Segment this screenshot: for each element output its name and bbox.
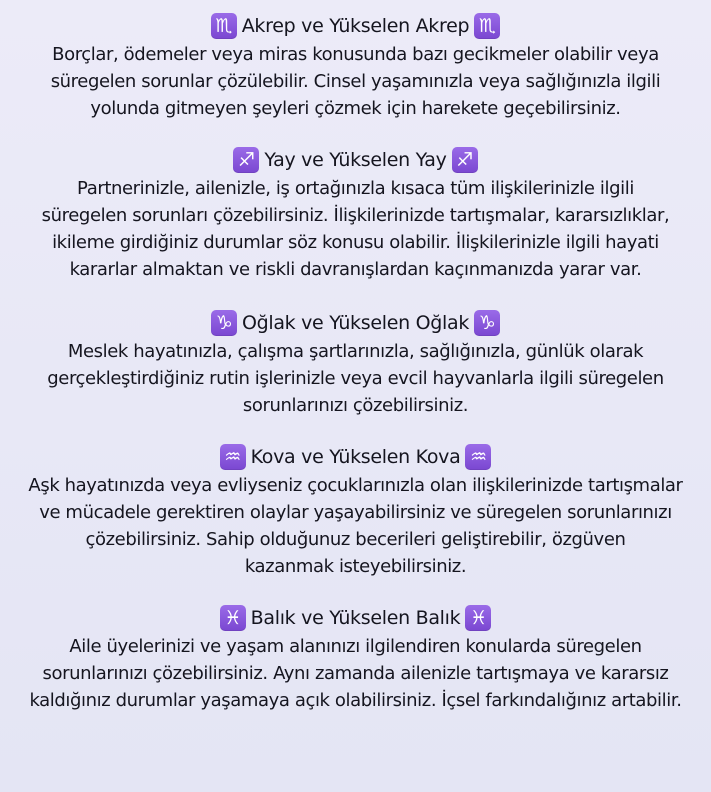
sagittarius-icon: ♐	[233, 147, 259, 173]
paragraph-line: kazanmak isteyebilirsiniz.	[244, 556, 467, 577]
capricorn-icon: ♑	[474, 310, 500, 336]
scorpio-icon: ♏	[474, 13, 500, 39]
paragraph-line: sorunlarınızı çözebilirsiniz.	[242, 395, 469, 416]
section-title: Oğlak ve Yükselen Oğlak	[241, 312, 470, 334]
paragraph-line: kararlar almaktan ve riskli davranışlardan kaçınmanızda yarar var.	[69, 259, 642, 280]
section-heading	[0, 442, 711, 472]
section-title: Akrep ve Yükselen Akrep	[241, 15, 470, 37]
section-title: Yay ve Yükselen Yay	[264, 149, 447, 171]
pisces-icon: ♓	[220, 605, 246, 631]
paragraph-line: gerçekleştirdiğiniz rutin işlerinizle veya evcil hayvanlarla ilgili süregelen	[47, 368, 664, 389]
section-oglak	[0, 308, 711, 419]
paragraph-line: kaldığınız durumlar yaşamaya açık olabilirsiniz. İçsel farkındalığınız artabilir.	[29, 690, 682, 711]
paragraph-line: Meslek hayatınızla, çalışma şartlarınızla, sağlığınızla, günlük olarak	[67, 341, 644, 362]
section-title: Balık ve Yükselen Balık	[250, 607, 461, 629]
paragraph-line: yolunda gitmeyen şeyleri çözmek için harekete geçebilirsiniz.	[90, 98, 621, 119]
section-heading	[0, 308, 711, 338]
paragraph-line: ve mücadele gerektiren olaylar yaşayabilirsiniz ve süregelen sorunlarınızı	[39, 502, 672, 523]
paragraph-line: Partnerinizle, ailenizle, iş ortağınızla kısaca tüm ilişkilerinizle ilgili	[77, 178, 634, 199]
section-heading	[0, 603, 711, 633]
section-spacer	[0, 283, 711, 308]
section-heading	[0, 11, 711, 41]
paragraph-line: sorunlarınızı çözebilirsiniz. Aynı zamanda ailenizle tartışmaya ve kararsız	[42, 663, 669, 684]
aquarius-icon: ♒	[465, 444, 491, 470]
aquarius-icon: ♒	[220, 444, 246, 470]
section-akrep	[0, 11, 711, 122]
paragraph-line: süregelen sorunları çözebilirsiniz. İlişkilerinizde tartışmalar, kararsızlıklar,	[41, 205, 670, 226]
sagittarius-icon: ♐	[452, 147, 478, 173]
section-balik	[0, 603, 711, 714]
section-heading	[0, 145, 711, 175]
section-spacer	[0, 419, 711, 442]
scorpio-icon: ♏	[211, 13, 237, 39]
paragraph-line: süregelen sorunlar çözülebilir. Cinsel yaşamınızla veya sağlığınızla ilgili	[50, 71, 661, 92]
paragraph-line: Borçlar, ödemeler veya miras konusunda bazı gecikmeler olabilir veya	[52, 44, 659, 65]
section-spacer	[0, 122, 711, 145]
section-yay	[0, 145, 711, 283]
paragraph-line: Aile üyelerinizi ve yaşam alanınızı ilgilendiren konularda süregelen	[69, 636, 642, 657]
paragraph-line: ikileme girdiğiniz durumlar söz konusu olabilir. İlişkilerinizle ilgili hayati	[52, 232, 659, 253]
pisces-icon: ♓	[465, 605, 491, 631]
section-title: Kova ve Yükselen Kova	[250, 446, 461, 468]
paragraph-line: çözebilirsiniz. Sahip olduğunuz becerileri geliştirebilir, özgüven	[85, 529, 626, 550]
section-kova	[0, 442, 711, 580]
paragraph-line: Aşk hayatınızda veya evliyseniz çocuklarınızla olan ilişkilerinizde tartışmalar	[28, 475, 683, 496]
capricorn-icon: ♑	[211, 310, 237, 336]
section-spacer	[0, 580, 711, 603]
